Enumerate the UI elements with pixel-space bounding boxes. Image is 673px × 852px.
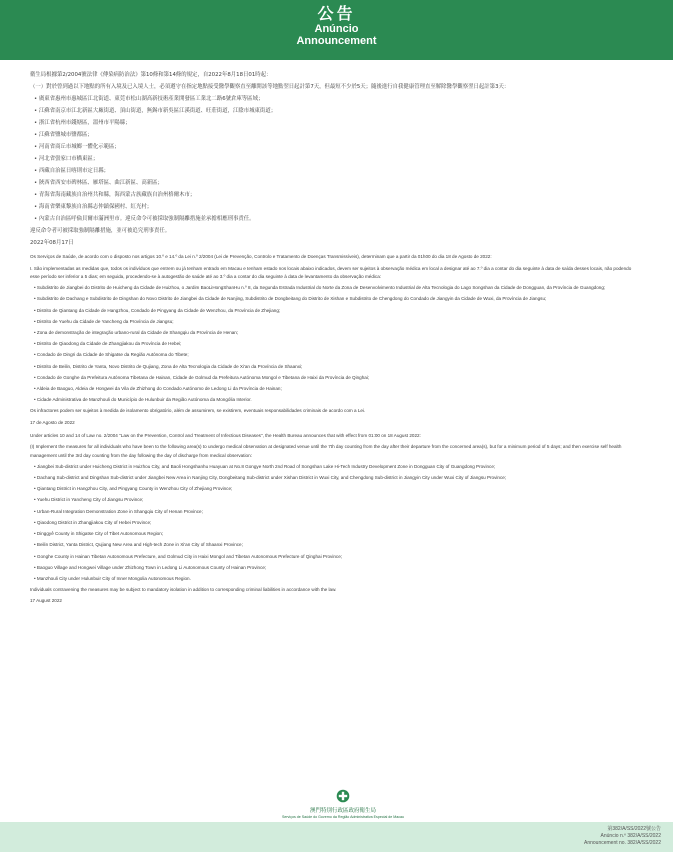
pt-date: 17 de Agosto de 2022 xyxy=(30,419,75,425)
en-item: • Jiangbei Sub-district under Huicheng District in Huizhou City, and Baoli Hongshanhu Huayuan at No.8 Gongye North 2nd Road of Songshan Lake Hi-Tech Industry Development Zone in Dongguan City of Guangdong Province; xyxy=(34,463,496,469)
ref-pt: Anúncio n.º 382/A/SS/2022 xyxy=(600,833,661,840)
zh-intro: 衛生局根據第2/2004號法律《傳染病防治法》第10條和第14條的規定，自2022年8月18日01時起： xyxy=(30,72,272,78)
pt-item: • Subdistrito de Dachang e Subdistrito de Dingshan do Novo Distrito de Jiangbei da Cidade de Nanjing, Subdistrito de Dongbeitang do Distrito de Xishan e Subdistrito de Chengdong do Condado de Jiangyin da Cidade de Wuxi, da Província de Jiangsu; xyxy=(34,296,547,302)
en-item: • Dinggyê County in Shigatse City of Tibet Autonomous Region; xyxy=(34,531,164,537)
announcement-body xyxy=(30,71,642,611)
en-item: • Manzhouli City under Hulunbuir City of Inner Mongolia Autonomous Region. xyxy=(34,575,191,581)
pt-item: • Condado de Gonghe da Prefeitura Autónoma Tibetana de Hainan, Cidade de Golmud da Prefeitura Autónoma Mongol e Tibetana de Haixi da Província de Qinghai; xyxy=(34,374,370,380)
ref-zh: 第382/A/SS/2022號公告 xyxy=(607,826,661,832)
pt-item: • Condado de Dingri da Cidade de Shigatse da Região Autónoma do Tibete; xyxy=(34,352,189,358)
en-item: • Urban-Rural Integration Demonstration Zone in Shangqiu City of Henan Province; xyxy=(34,508,203,514)
pt-item: • Distrito de Qiantang da Cidade de Hangzhou, Condado de Pingyang da Cidade de Wenzhou, da Província de Zhejiang; xyxy=(34,307,281,313)
en-item: • Qiantang District in Hangzhou City, and Pingyang County in Wenzhou City of Zhejiang Province; xyxy=(34,486,233,492)
pt-item: • Subdistrito de Jiangbei do Distrito de Huicheng da Cidade de Huizhou, o Jardim BaoLiHongShanHu n.º 8, da Segunda Estrada Industrial do Norte da Zona de Desenvolvimento Industrial de Alta Tecnologia do Lago Songshan da Cidade de Dongguan, da Província de Guangdong; xyxy=(34,285,606,291)
zh-item: • 河南省商丘市城鄉一體化示範區； xyxy=(34,144,120,150)
title-en: Announcement xyxy=(296,35,377,47)
announcement-footer xyxy=(0,822,673,852)
zh-item: • 江蘇省鹽城市鹽都區； xyxy=(34,132,93,138)
zh-item: • 內蒙古自治區呼倫貝爾市滿洲里市。違反命令可被採取強制隔離措施並承擔相應刑事責任。 xyxy=(34,216,255,222)
zh-item: • 廣東省惠州市惠城區江北街道、東莞市松山湖高新技術產業開發區工業北二路6號倉庫等區域； xyxy=(34,96,264,102)
en-item: • Gonghe County in Hainan Tibetan Autonomous Prefecture, and Golmud City in Haixi Mongol and Tibetan Autonomous Prefecture of Qinghai Province; xyxy=(34,553,343,559)
en-item: • Beilin District, Yanta District, Qujiang New Area and High-tech Zone in Xi'an City of Shaanxi Province; xyxy=(34,542,243,548)
en-date: 17 August 2022 xyxy=(30,598,62,604)
ref-en: Announcement no. 382/A/SS/2022 xyxy=(583,840,661,847)
reference-numbers xyxy=(584,826,661,848)
pt-measure: I. São implementadas as medidas que, todos os indivíduos que entrem ou já tenham entrado em Macau e tenham estado nos locais abaixo indicados, devem ser sujeitos à observação médica em local a designar até ao 7.º dia a contar do dia seguinte à data de saída desses locais, não podendo esse período ser inferior a 5 dias; em seguida, procedendo-se à autogestão de saúde até ao 3.º dia a contar do dia seguinte à data de levantamento da observação médica: xyxy=(30,265,632,280)
en-measure: (I) Implement the measures for all individuals who have been to the following area(s) to undergo medical observation at designated venue until the 7th day counting from the day after their departure from the concerned area(s), but for a minimum period of 5 days; and then exercise self health management until the 3rd day counting from the day following the day of discharge from medical observation: xyxy=(30,444,622,458)
en-closing: Individuals contravening the measures may be subject to mandatory isolation in addition to corresponding criminal liabilities in accordance with the law. xyxy=(30,587,337,593)
logo-name-zh: 澳門特別行政區政府衛生局 xyxy=(309,808,376,814)
zh-measure: （一）對於曾到過以下地點的所有入境及已入境人士，必須遵守在指定地點接受醫學觀察直至離開該等地點翌日起計第7天，但最短不少於5天；隨後進行自我健康管理直至解除醫學觀察翌日起計第3天： xyxy=(30,84,510,90)
en-item: • Dachang Sub-district and Dingshan Sub-district under Jiangbei New Area in Nanjing City, Dongbeitang Sub-district under Xishan District in Wuxi City, and Chengdong Sub-district in Jiangyin City under Wuxi City of Jiangsu Province; xyxy=(34,475,507,481)
pt-item: • Distrito de Yuehu da Cidade de Yancheng da Província de Jiangsu; xyxy=(34,318,174,324)
title-pt: Anúncio xyxy=(314,23,359,35)
en-item: • Baoguo Village and Hongwei Village under Zhizhong Town in Ledong Li Autonomous County of Hainan Province; xyxy=(34,564,267,570)
zh-item: • 陝西省西安市碑林區、雁塔區、曲江新區、高新區； xyxy=(34,180,163,186)
zh-closing: 違反命令者可被採取強制隔離措施，並可被追究刑事責任。 xyxy=(30,228,171,234)
pt-item: • Zona de demonstração de integração urbano-rural da Cidade de Shangqiu da Província de Henan; xyxy=(34,330,239,336)
en-item: • Yuehu District in Yancheng City of Jiangsu Province; xyxy=(34,497,144,503)
health-bureau-emblem-icon xyxy=(336,789,350,803)
section-en xyxy=(30,432,642,606)
pt-closing: Os infractores podem ser sujeitos à medida de isolamento obrigatório, além de assumirem, se existirem, eventuais responsabilidades criminais de acordo com a Lei. xyxy=(30,408,366,414)
pt-item: • Aldeia de Baoguo, Aldeia de Hongwei da Vila de Zhizhong do Condado Autónomo de Ledong Li da Província de Hainan; xyxy=(34,386,282,392)
logo-name-pt: Serviços de Saúde do Governo da Região Administrativa Especial de Macau xyxy=(281,815,405,819)
title-zh: 公告 xyxy=(317,4,356,23)
zh-item: • 青海省海南藏族自治州共和縣，海西蒙古族藏族自治州格爾木市； xyxy=(34,192,196,198)
pt-item: • Distrito de Beilin, Distrito de Yanta, Novo Distrito de Qujiang, Zona de Alta Tecnologia da Cidade de Xi'an da Província de Shaanxi; xyxy=(34,363,303,369)
en-intro: Under articles 10 and 14 of Law no. 2/2004 "Law on the Prevention, Control and Treatment of Infectious Diseases", the Health Bureau announces that with effect from 01:00 on 18 August 2022: xyxy=(30,433,421,439)
en-item: • Qiaodong District in Zhangjiakou City of Hebei Province; xyxy=(34,519,152,525)
section-pt xyxy=(30,253,642,427)
zh-item: • 西藏自治區日喀則市定日縣； xyxy=(34,168,109,174)
pt-item: • Cidade Administrativa de Manzhouli do Município de Hulunbuir da Região Autónoma da Mongólia Interior. xyxy=(34,397,252,403)
pt-item: • Distrito de Qiaodong da Cidade de Zhangjiakou da Província de Hebei; xyxy=(34,341,182,347)
section-zh xyxy=(30,71,642,248)
zh-item: • 海南省樂東黎族自治縣志仲鎮保國村、紅光村； xyxy=(34,204,153,210)
zh-item: • 江蘇省南京市江北新區大廠街道、頂山街道，無錫市新吳區江溪街道、旺莊街道，江陰市城東街道； xyxy=(34,108,277,114)
zh-item: • 河北省張家口市橋東區； xyxy=(34,156,99,162)
pt-intro: Os Serviços de Saúde, de acordo com o disposto nos artigos 10.º e 14.º da Lei n.º 2/2004 (Lei de Prevenção, Controlo e Tratamento de Doenças Transmissíveis), determinam que a partir da 01h00 do dia 18 de Agosto de 2022: xyxy=(30,254,492,260)
announcement-header xyxy=(0,0,673,60)
zh-date: 2022年08月17日 xyxy=(30,240,74,246)
zh-item: • 浙江省杭州市錢塘區，溫州市平陽縣； xyxy=(34,120,131,126)
